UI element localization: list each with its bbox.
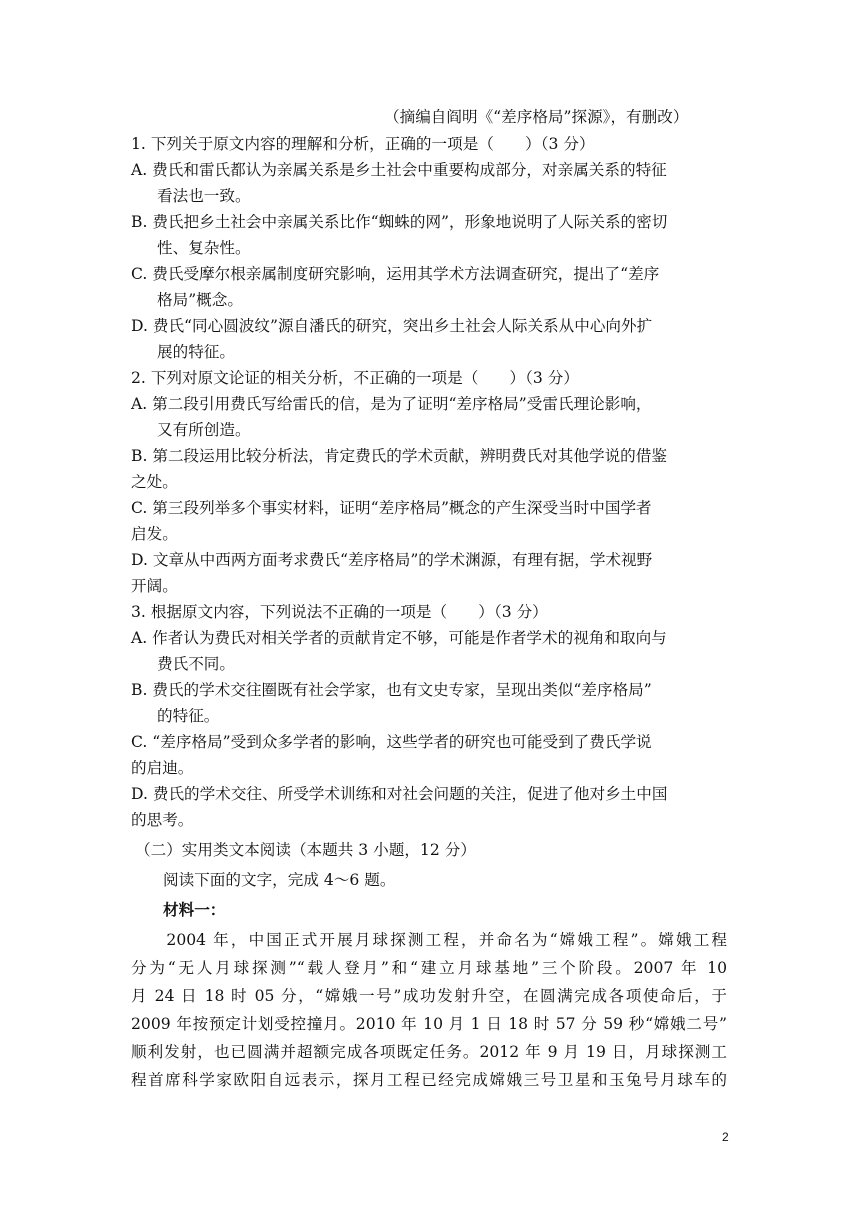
material-line-6: 程首席科学家欧阳自远表示，探月工程已经完成嫦娥三号卫星和玉兔号月球车的 — [131, 1071, 727, 1089]
q1-option-a-cont: 看法也一致。 — [157, 187, 251, 205]
q1-option-a: A. 费氏和雷氏都认为亲属关系是乡土社会中重要构成部分，对亲属关系的特征 — [131, 161, 667, 179]
source-citation: （摘编自阎明《“差序格局”探源》，有删改） — [384, 108, 689, 126]
question-1-stem: 1. 下列关于原文内容的理解和分析，正确的一项是（ ）（3 分） — [131, 135, 595, 153]
material-line-2: 分为“无人月球探测”“载人登月”和“建立月球基地”三个阶段。2007 年 10 — [131, 959, 727, 977]
q1-option-c-cont: 格局”概念。 — [157, 291, 243, 309]
q2-option-b-cont: 之处。 — [131, 473, 178, 491]
q3-option-a-cont: 费氏不同。 — [157, 655, 235, 673]
q3-option-c-cont: 的启迪。 — [131, 759, 194, 777]
page-number: 2 — [722, 1130, 729, 1144]
material-line-3: 月 24 日 18 时 05 分，“嫦娥一号”成功发射升空，在圆满完成各项使命后，于 — [131, 987, 727, 1005]
q1-option-c: C. 费氏受摩尔根亲属制度研究影响，运用其学术方法调查研究，提出了“差序 — [131, 265, 660, 283]
q3-option-b-cont: 的特征。 — [157, 707, 220, 725]
q1-option-b: B. 费氏把乡土社会中亲属关系比作“蜘蛛的网”，形象地说明了人际关系的密切 — [131, 213, 668, 231]
q2-option-a-cont: 又有所创造。 — [157, 421, 251, 439]
q3-option-a: A. 作者认为费氏对相关学者的贡献肯定不够，可能是作者学术的视角和取向与 — [131, 629, 667, 647]
q2-option-c-cont: 启发。 — [131, 525, 178, 543]
q3-option-b: B. 费氏的学术交往圈既有社会学家，也有文史专家，呈现出类似“差序格局” — [131, 681, 652, 699]
q3-option-d: D. 费氏的学术交往、所受学术训练和对社会问题的关注，促进了他对乡土中国 — [131, 785, 668, 803]
q2-option-a: A. 第二段引用费氏写给雷氏的信，是为了证明“差序格局”受雷氏理论影响， — [131, 395, 652, 413]
q2-option-d: D. 文章从中西两方面考求费氏“差序格局”的学术渊源，有理有据，学术视野 — [131, 551, 653, 569]
material-line-4: 2009 年按预定计划受控撞月。2010 年 10 月 1 日 18 时 57 分 59 秒“嫦娥二号” — [131, 1015, 727, 1033]
q2-option-c: C. 第三段列举多个事实材料，证明“差序格局”概念的产生深受当时中国学者 — [131, 499, 652, 517]
section-title: （二）实用类文本阅读（本题共 3 小题，12 分） — [135, 841, 476, 859]
q1-option-d-cont: 展的特征。 — [157, 343, 235, 361]
q2-option-b: B. 第二段运用比较分析法，肯定费氏的学术贡献，辨明费氏对其他学说的借鉴 — [131, 447, 667, 465]
q1-option-b-cont: 性、复杂性。 — [157, 239, 251, 257]
q1-option-d: D. 费氏“同心圆波纹”源自潘氏的研究，突出乡土社会人际关系从中心向外扩 — [131, 317, 653, 335]
q3-option-d-cont: 的思考。 — [131, 811, 194, 829]
question-2-stem: 2. 下列对原文论证的相关分析，不正确的一项是（ ）（3 分） — [131, 369, 579, 387]
material-label: 材料一： — [163, 900, 226, 919]
q2-option-d-cont: 开阔。 — [131, 577, 178, 595]
question-3-stem: 3. 根据原文内容，下列说法不正确的一项是（ ）（3 分） — [131, 603, 548, 621]
material-line-5: 顺利发射，也已圆满并超额完成各项既定任务。2012 年 9 月 19 日，月球探测工 — [131, 1043, 727, 1061]
reading-instruction: 阅读下面的文字，完成 4～6 题。 — [163, 871, 396, 889]
q3-option-c: C. “差序格局”受到众多学者的影响，这些学者的研究也可能受到了费氏学说 — [131, 733, 652, 751]
material-line-1: 2004 年，中国正式开展月球探测工程，并命名为“嫦娥工程”。嫦娥工程 — [131, 931, 727, 949]
